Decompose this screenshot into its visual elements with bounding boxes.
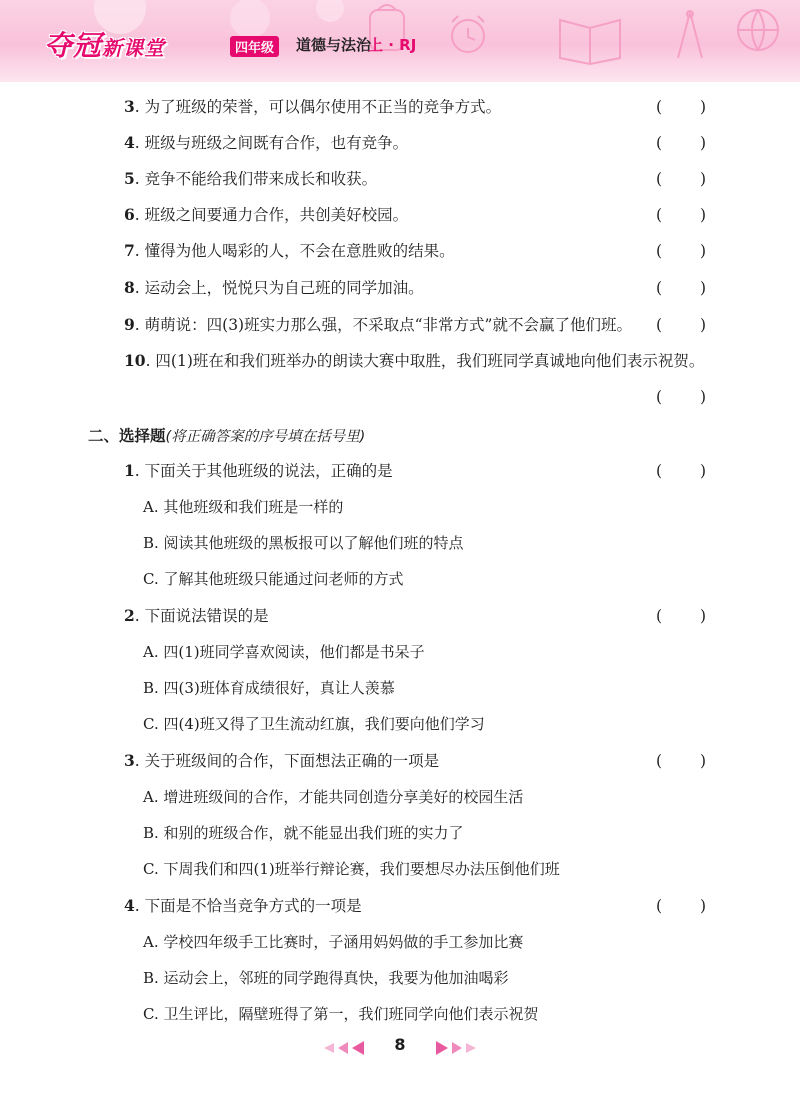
item-text: . 四(1)班在和我们班举办的朗读大赛中取胜，我们班同学真诚地向他们表示祝贺。 (145, 352, 705, 370)
paren-close: ) (699, 279, 706, 297)
judge-item (124, 310, 704, 340)
paren-close: ) (699, 316, 706, 334)
judge-item (124, 164, 704, 194)
question-text: . 下面是不恰当竞争方式的一项是 (134, 897, 362, 915)
alarm-clock-icon (452, 16, 484, 52)
item-text: . 班级与班级之间既有合作，也有竞争。 (134, 134, 409, 152)
answer-blank[interactable] (656, 236, 706, 266)
choice-option[interactable]: C. 下周我们和四(1)班举行辩论赛，我们要想尽办法压倒他们班 (143, 860, 560, 878)
paren-open: ( (656, 134, 663, 152)
paren-open: ( (656, 98, 663, 116)
paren-open: ( (656, 170, 663, 188)
item-text: . 班级之间要通力合作，共创美好校园。 (134, 206, 409, 224)
question-number: 2 (124, 606, 135, 625)
paren-close: ) (699, 388, 706, 406)
brand-name: 夺冠 (44, 29, 103, 62)
choice-option[interactable]: C. 了解其他班级只能通过问老师的方式 (143, 570, 404, 588)
item-text: . 萌萌说：四(3)班实力那么强，不采取点“非常方式”就不会赢了他们班。 (134, 316, 632, 334)
choice-option[interactable]: B. 和别的班级合作，就不能显出我们班的实力了 (143, 824, 464, 842)
paren-close: ) (699, 98, 706, 116)
choice-option[interactable]: C. 四(4)班又得了卫生流动红旗，我们要向他们学习 (143, 715, 485, 733)
choice-question (124, 891, 704, 921)
answer-blank[interactable] (656, 128, 706, 158)
answer-blank[interactable] (656, 273, 706, 303)
brand-subtitle: 新课堂 (102, 36, 166, 60)
question-text: . 下面关于其他班级的说法，正确的是 (134, 462, 393, 480)
question-number: 3 (124, 751, 135, 770)
question-text: . 下面说法错误的是 (134, 607, 269, 625)
paren-open: ( (656, 897, 663, 915)
paren-close: ) (699, 170, 706, 188)
choice-option[interactable]: C. 卫生评比，隔壁班得了第一，我们班同学向他们表示祝贺 (143, 1005, 539, 1023)
item-text: . 运动会上，悦悦只为自己班的同学加油。 (134, 279, 424, 297)
answer-blank[interactable] (656, 200, 706, 230)
next-arrows-icon (436, 1041, 476, 1055)
decor-bubble (230, 0, 270, 38)
judge-item (124, 273, 704, 303)
paren-open: ( (656, 242, 663, 260)
judge-item (124, 346, 704, 376)
answer-blank[interactable] (656, 601, 706, 631)
item-number: 10 (124, 351, 146, 370)
choice-option[interactable]: B. 四(3)班体育成绩很好，真让人羡慕 (143, 679, 395, 697)
choice-option[interactable]: B. 运动会上，邻班的同学跑得真快，我要为他加油喝彩 (143, 969, 509, 987)
section-heading: 二、选择题 (88, 427, 166, 445)
answer-blank[interactable] (656, 164, 706, 194)
open-book-icon (560, 20, 620, 64)
paren-open: ( (656, 388, 663, 406)
judge-item (124, 200, 704, 230)
paren-open: ( (656, 206, 663, 224)
section-title (88, 421, 365, 451)
question-number: 4 (124, 896, 135, 915)
answer-blank[interactable] (656, 891, 706, 921)
item-text: . 为了班级的荣誉，可以偶尔使用不正当的竞争方式。 (134, 98, 502, 116)
subject-title: 道德与法治 (296, 36, 372, 54)
section-instruction: (将正确答案的序号填在括号里) (165, 429, 366, 445)
answer-blank[interactable] (656, 92, 706, 122)
item-number: 6 (124, 205, 135, 224)
item-number: 9 (124, 315, 135, 334)
paren-open: ( (656, 607, 663, 625)
item-number: 5 (124, 169, 135, 188)
choice-question (124, 601, 704, 631)
paren-close: ) (699, 607, 706, 625)
answer-blank[interactable] (656, 310, 706, 340)
item-number: 7 (124, 241, 135, 260)
answer-blank[interactable] (656, 456, 706, 486)
page-number: 8 (394, 1035, 406, 1054)
question-text: . 关于班级间的合作，下面想法正确的一项是 (134, 752, 440, 770)
choice-question (124, 746, 704, 776)
paren-close: ) (699, 206, 706, 224)
item-number: 3 (124, 97, 135, 116)
choice-option[interactable]: B. 阅读其他班级的黑板报可以了解他们班的特点 (143, 534, 464, 552)
judge-item (124, 236, 704, 266)
choice-question (124, 456, 704, 486)
globe-icon (738, 10, 778, 50)
item-text: . 竞争不能给我们带来成长和收获。 (134, 170, 378, 188)
choice-option[interactable]: A. 增进班级间的合作，才能共同创造分享美好的校园生活 (143, 788, 524, 806)
paren-close: ) (699, 134, 706, 152)
question-number: 1 (124, 461, 135, 480)
page-header (0, 0, 800, 82)
compass-tool-icon (678, 11, 702, 58)
judge-item (124, 92, 704, 122)
paren-open: ( (656, 316, 663, 334)
choice-option[interactable]: A. 其他班级和我们班是一样的 (143, 498, 344, 516)
paren-open: ( (656, 462, 663, 480)
paren-close: ) (699, 752, 706, 770)
brand-logo (44, 24, 165, 64)
answer-blank[interactable] (656, 382, 706, 412)
choice-option[interactable]: A. 四(1)班同学喜欢阅读，他们都是书呆子 (143, 643, 425, 661)
paren-close: ) (699, 242, 706, 260)
item-number: 4 (124, 133, 135, 152)
grade-badge: 四年级 (230, 36, 279, 57)
paren-open: ( (656, 279, 663, 297)
judge-item (124, 128, 704, 158)
paren-open: ( (656, 752, 663, 770)
paren-close: ) (699, 897, 706, 915)
item-number: 8 (124, 278, 135, 297)
item-text: . 懂得为他人喝彩的人，不会在意胜败的结果。 (134, 242, 455, 260)
edition-label: 上 · RJ (368, 36, 417, 54)
paren-close: ) (699, 462, 706, 480)
choice-option[interactable]: A. 学校四年级手工比赛时，子涵用妈妈做的手工参加比赛 (143, 933, 524, 951)
decor-bubble (316, 0, 344, 22)
answer-blank[interactable] (656, 746, 706, 776)
prev-arrows-icon (324, 1041, 364, 1055)
